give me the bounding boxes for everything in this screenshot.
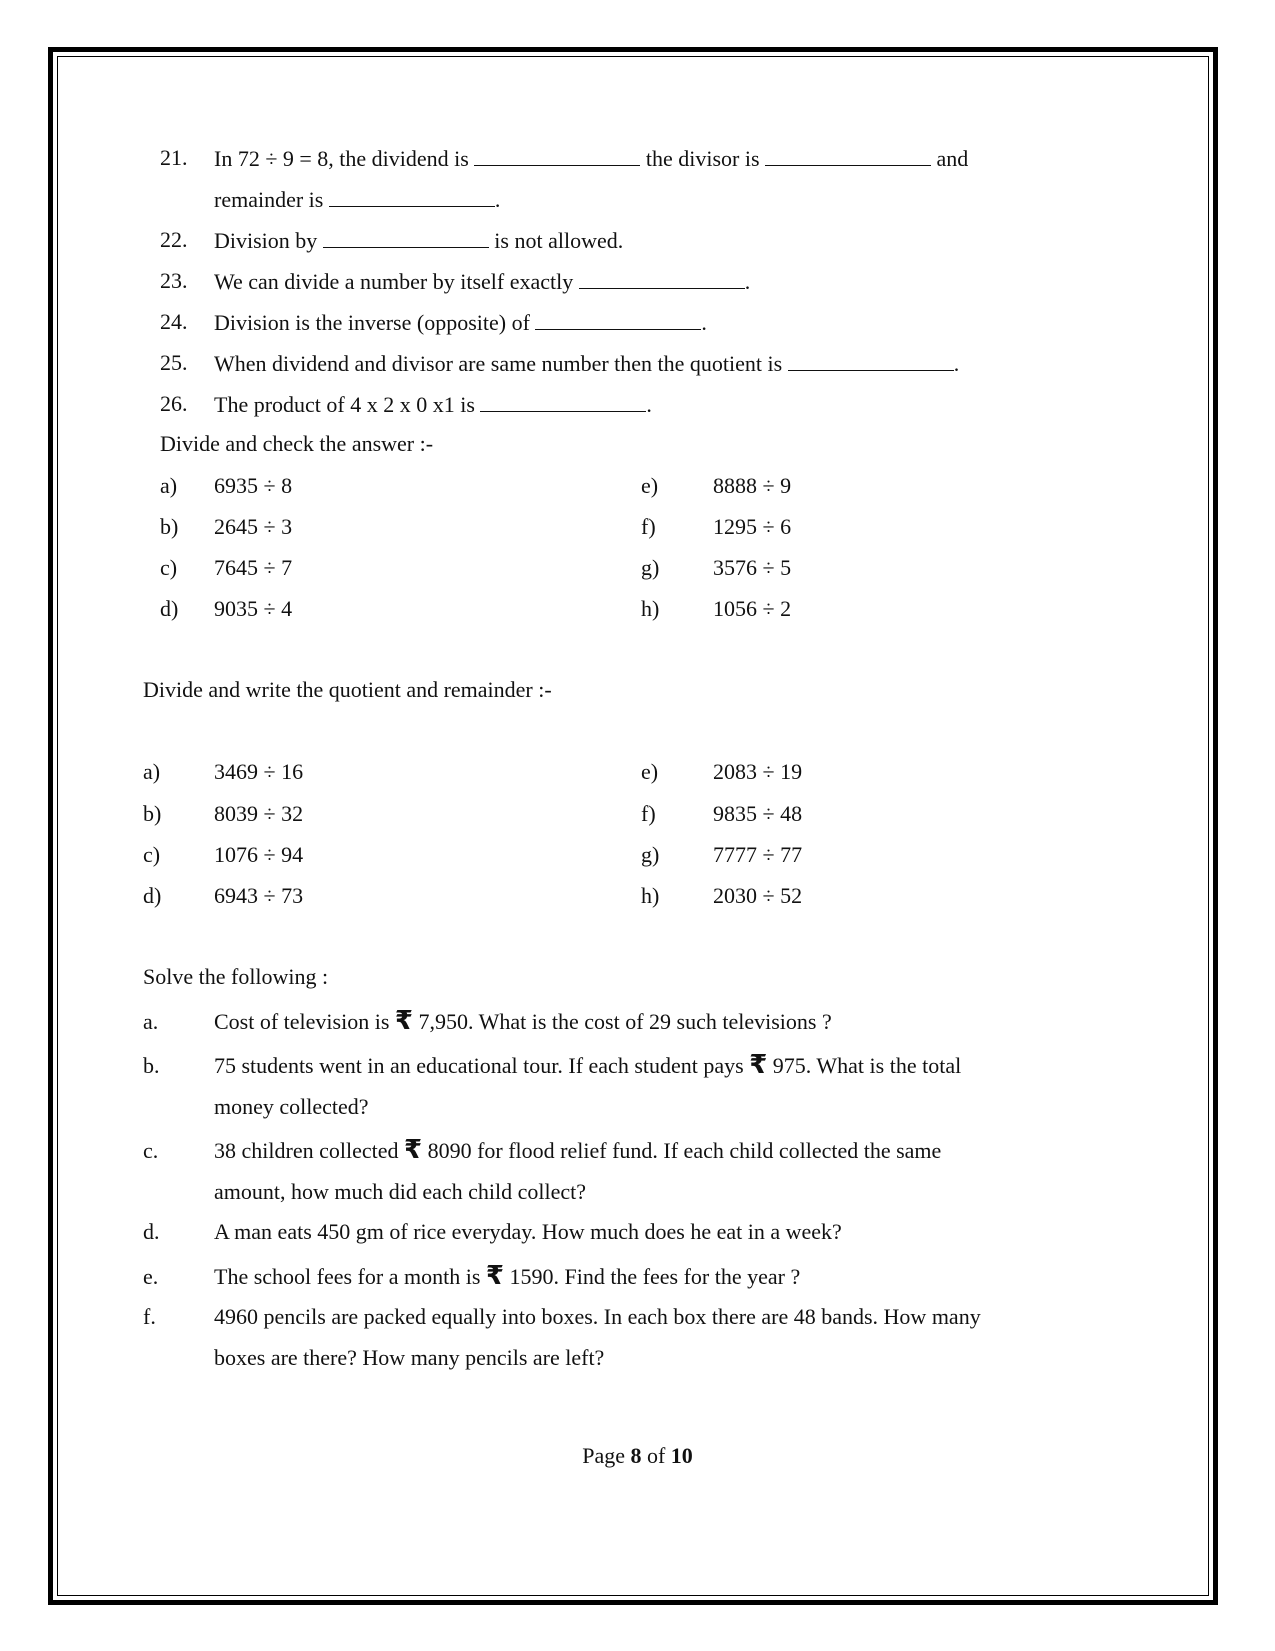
division-expression: 9035 ÷ 4 xyxy=(214,596,293,621)
problem-label: b. xyxy=(143,1053,160,1078)
item-label: f) xyxy=(641,801,656,826)
item-label: f) xyxy=(641,514,656,539)
item-label: g) xyxy=(641,842,660,867)
problem-label: f. xyxy=(143,1304,156,1329)
division-expression: 3576 ÷ 5 xyxy=(713,555,792,580)
footer-text: of xyxy=(646,1443,666,1468)
problem-text: 975. What is the total xyxy=(772,1053,962,1078)
problem-text: 75 students went in an educational tour. If each student pays xyxy=(214,1053,744,1078)
question-number: 24. xyxy=(160,309,188,334)
question-text: and xyxy=(936,146,969,171)
answer-blank[interactable] xyxy=(579,270,745,289)
division-expression: 9835 ÷ 48 xyxy=(713,801,803,826)
question-number: 25. xyxy=(160,350,188,375)
problem-text: 38 children collected xyxy=(214,1138,399,1163)
question-text: . xyxy=(953,351,960,376)
item-label: a) xyxy=(143,759,161,784)
rupee-icon: ₹ xyxy=(394,1006,413,1036)
division-expression: 2030 ÷ 52 xyxy=(713,883,803,908)
division-expression: 7645 ÷ 7 xyxy=(214,555,293,580)
division-expression: 2083 ÷ 19 xyxy=(713,759,803,784)
division-expression: 1056 ÷ 2 xyxy=(713,596,792,621)
item-label: a) xyxy=(160,473,178,498)
problem-a xyxy=(214,1008,832,1034)
problem-label: d. xyxy=(143,1219,160,1244)
question-text: . xyxy=(646,392,652,417)
answer-blank[interactable] xyxy=(765,147,931,166)
question-number: 22. xyxy=(160,227,188,252)
problem-text: 8090 for flood relief fund. If each child collected the same xyxy=(427,1138,942,1163)
question-text: Division by xyxy=(214,228,318,253)
question-24 xyxy=(214,311,707,334)
division-expression: 2645 ÷ 3 xyxy=(214,514,293,539)
problem-c-line1 xyxy=(214,1137,941,1163)
question-text: Division is the inverse (opposite) of xyxy=(214,310,530,335)
item-label: b) xyxy=(160,514,179,539)
item-label: c) xyxy=(160,555,178,580)
section-title-quotient-remainder: Divide and write the quotient and remainder :- xyxy=(143,677,552,702)
rupee-icon: ₹ xyxy=(403,1135,423,1165)
rupee-icon: ₹ xyxy=(485,1261,504,1291)
answer-blank[interactable] xyxy=(474,147,640,166)
item-label: d) xyxy=(143,883,162,908)
question-22 xyxy=(214,229,623,252)
division-expression: 8888 ÷ 9 xyxy=(713,473,792,498)
section-title-divide-check: Divide and check the answer :- xyxy=(160,431,434,456)
division-expression: 1076 ÷ 94 xyxy=(214,842,304,867)
question-text: In 72 ÷ 9 = 8, the dividend is xyxy=(214,146,469,171)
question-text: When dividend and divisor are same number then the quotient is xyxy=(214,351,783,376)
question-number: 21. xyxy=(160,145,188,170)
rupee-icon: ₹ xyxy=(749,1050,768,1080)
question-text: The product of 4 x 2 x 0 x1 is xyxy=(214,392,475,417)
problem-c-line2: amount, how much did each child collect? xyxy=(214,1179,587,1204)
problem-b-line1 xyxy=(214,1052,961,1078)
problem-text: 1590. Find the fees for the year ? xyxy=(509,1264,801,1289)
question-21-line2 xyxy=(214,188,500,211)
problem-label: a. xyxy=(143,1009,159,1034)
division-expression: 3469 ÷ 16 xyxy=(214,759,304,784)
answer-blank[interactable] xyxy=(329,188,495,207)
item-label: b) xyxy=(143,801,162,826)
question-number: 23. xyxy=(160,268,188,293)
item-label: e) xyxy=(641,473,659,498)
question-text: . xyxy=(744,269,751,294)
division-expression: 6935 ÷ 8 xyxy=(214,473,293,498)
total-page-count: 10 xyxy=(670,1443,693,1468)
question-text: . xyxy=(494,187,501,212)
problem-text: Cost of television is xyxy=(214,1009,390,1034)
question-text: the divisor is xyxy=(645,146,760,171)
problem-label: c. xyxy=(143,1138,159,1163)
question-23 xyxy=(214,270,750,293)
question-number: 26. xyxy=(160,391,188,416)
problem-e xyxy=(214,1263,800,1289)
problem-d: A man eats 450 gm of rice everyday. How much does he eat in a week? xyxy=(214,1219,842,1244)
item-label: h) xyxy=(641,596,660,621)
question-25 xyxy=(214,352,959,375)
item-label: d) xyxy=(160,596,179,621)
question-text: . xyxy=(701,310,707,335)
question-26 xyxy=(214,393,652,416)
problem-text: The school fees for a month is xyxy=(214,1264,481,1289)
problem-b-line2: money collected? xyxy=(214,1094,369,1119)
division-expression: 1295 ÷ 6 xyxy=(713,514,792,539)
problem-f-line2: boxes are there? How many pencils are left? xyxy=(214,1345,605,1370)
item-label: g) xyxy=(641,555,660,580)
division-expression: 8039 ÷ 32 xyxy=(214,801,304,826)
answer-blank[interactable] xyxy=(323,229,489,248)
question-text: remainder is xyxy=(214,187,324,212)
item-label: e) xyxy=(641,759,659,784)
problem-label: e. xyxy=(143,1264,159,1289)
current-page-number: 8 xyxy=(630,1443,642,1468)
answer-blank[interactable] xyxy=(788,352,954,371)
problem-text: 7,950. What is the cost of 29 such televisions ? xyxy=(418,1009,832,1034)
item-label: h) xyxy=(641,883,660,908)
question-text: is not allowed. xyxy=(494,228,624,253)
division-expression: 6943 ÷ 73 xyxy=(214,883,304,908)
question-21-line1 xyxy=(214,147,968,170)
answer-blank[interactable] xyxy=(480,393,646,412)
item-label: c) xyxy=(143,842,161,867)
footer-text: Page xyxy=(582,1443,625,1468)
page-footer xyxy=(0,1443,1275,1469)
division-expression: 7777 ÷ 77 xyxy=(713,842,803,867)
section-title-solve: Solve the following : xyxy=(143,964,329,989)
problem-f-line1: 4960 pencils are packed equally into boxes. In each box there are 48 bands. How many xyxy=(214,1304,981,1329)
question-text: We can divide a number by itself exactly xyxy=(214,269,574,294)
answer-blank[interactable] xyxy=(535,311,701,330)
